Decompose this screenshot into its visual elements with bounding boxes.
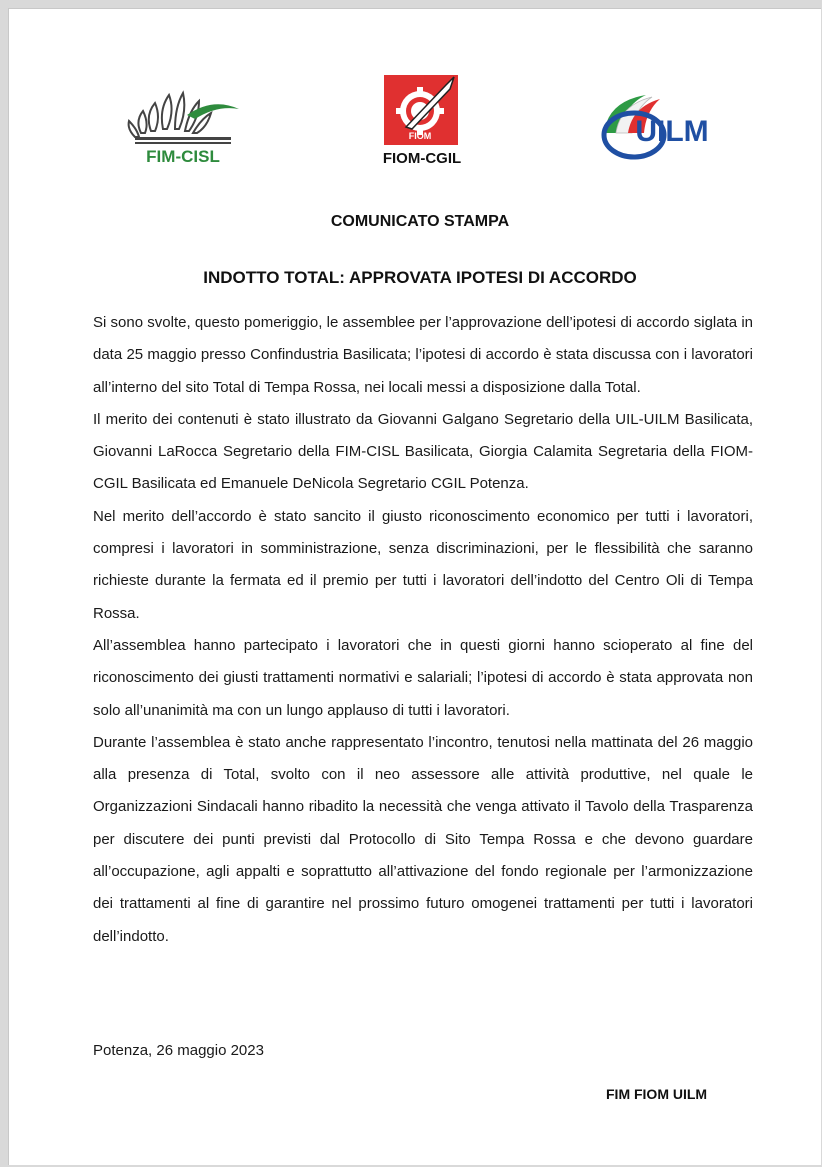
document-body (93, 307, 753, 953)
paragraph: Nel merito dell’accordo è stato sancito il giusto riconoscimento economico per tutti i lavoratori, compresi i lavoratori in somministrazione, senza discriminazioni, per le flessibilità che saranno richieste durante la fermata ed il premio per tutti i lavoratori dell’indotto del Centro Oli di Tempa Rossa. (93, 507, 753, 622)
document-page (8, 8, 821, 1165)
document-heading: COMUNICATO STAMPA (330, 213, 510, 230)
svg-text:FIOM: FIOM (408, 131, 432, 141)
svg-text:FIM-CISL: FIM-CISL (146, 147, 220, 166)
signature: FIM FIOM UILM (606, 1086, 708, 1102)
svg-text:UILM: UILM (635, 115, 709, 148)
svg-text:FIOM-CGIL: FIOM-CGIL (382, 150, 462, 167)
uilm-logo (594, 83, 724, 163)
document-title: INDOTTO TOTAL: APPROVATA IPOTESI DI ACCORDO (203, 268, 637, 287)
paragraph: Durante l’assemblea è stato anche rappresentato l’incontro, tenutosi nella mattinata del 26 maggio alla presenza di Total, svolto con il neo assessore alle attività produttive, nel quale le Organizzazioni Sindacali hanno ribadito la necessità che venga attivato il Tavolo della Trasparenza per discutere dei punti previsti dal Protocollo di Sito Tempa Rossa e che devono guardare all’occupazione, agli appalti e soprattutto all’attivazione del fondo regionale per l’armonizzazione dei trattamenti al fine di garantire nel prossimo futuro omogenei trattamenti per tutti i lavoratori dell’indotto. (93, 733, 753, 945)
paragraph: All’assemblea hanno partecipato i lavoratori che in questi giorni hanno scioperato al fine del riconoscimento dei giusti trattamenti normativi e salariali; l’ipotesi di accordo è stata approvata non solo all’unanimità ma con un lungo applauso di tutti i lavoratori. (93, 636, 753, 719)
dateline: Potenza, 26 maggio 2023 (93, 1042, 264, 1059)
fim-cisl-logo (121, 85, 241, 167)
fiom-cgil-logo (376, 67, 468, 167)
paragraph: Si sono svolte, questo pomeriggio, le assemblee per l’approvazione dell’ipotesi di accordo siglata in data 25 maggio presso Confindustria Basilicata; l’ipotesi di accordo è stata discussa con i lavoratori all’interno del sito Total di Tempa Rossa, nei locali messi a disposizione dalla Total. (93, 314, 753, 396)
paragraph: Il merito dei contenuti è stato illustrato da Giovanni Galgano Segretario della UIL-UILM Basilicata, Giovanni LaRocca Segretario della FIM-CISL Basilicata, Giorgia Calamita Segretaria della FIOM-CGIL Basilicata ed Emanuele DeNicola Segretario CGIL Potenza. (93, 410, 753, 493)
